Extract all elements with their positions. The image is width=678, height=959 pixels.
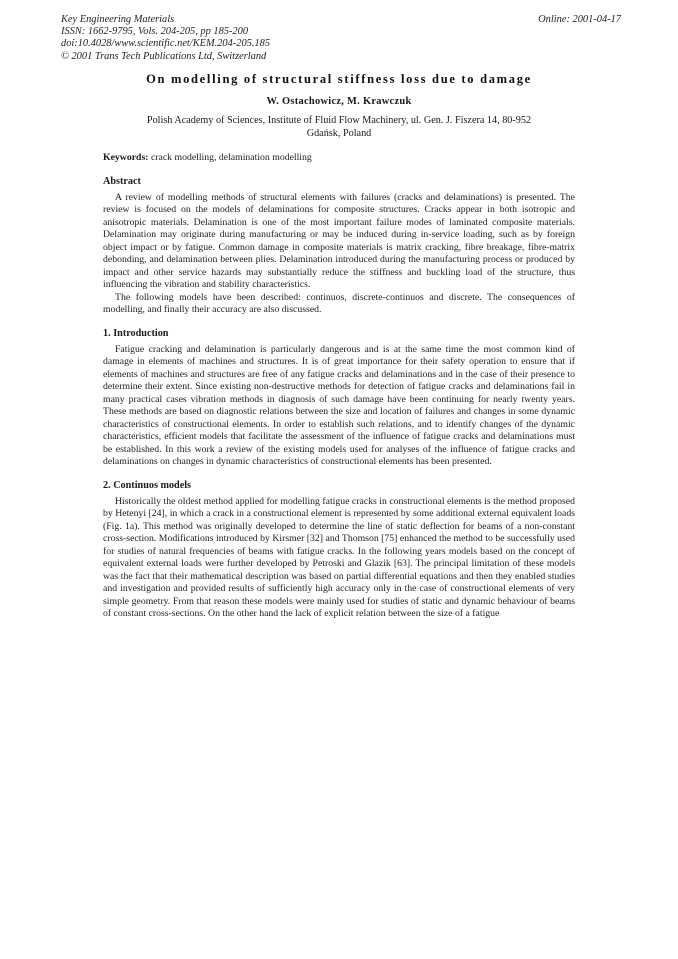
paper-title: On modelling of structural stiffness loss due to damage — [146, 72, 532, 86]
affiliation — [108, 114, 570, 140]
continuous-models-heading: 2. Continuos models — [103, 480, 192, 492]
keywords-text: crack modelling, delamination modelling — [150, 152, 312, 163]
keywords-label: Keywords: — [103, 152, 149, 163]
continuous-models-paragraph: Historically the oldest method applied for modelling fatigue cracks in constructional elements is the method proposed by Hetenyi [24], in which a crack in a constructional element is represented by some additional external equivalent loads (Fig. 1a). This method was originally developed to determine the line of static deflection for beams of a non-constant cross-section. Modifications introduced by Kirsmer [32] and Thomson [75] enhanced the method to be successfully used for studies of natural frequencies of beams with fatigue cracks. In the following years models based on the concept of equivalent external loads were further developed by Petroski and Glazik [63]. The principal limitation of these models was the fact that their mathematical description was based on partial differential equations and then they enabled studies and investigation and provided results of sufficiently high accuracy only in the case of constructional elements of very simple geometry. From that reason these models were mainly used for studies of static and dynamic behaviour of beams of constant cross-sections. On the other hand the lack of explicit relation between the size of a fatigue — [103, 495, 575, 619]
online-date: Online: 2001-04-17 — [538, 14, 621, 25]
paper-authors: W. Ostachowicz, M. Krawczuk — [266, 96, 412, 107]
abstract-paragraph-1: A review of modelling methods of structural elements with failures (cracks and delaminations) is presented. The review is focused on the models of delaminations for composite structures. Cracks appear in both isotropic and anisotropic materials. Delamination is one of the most important failure modes of laminated composite materials. Delamination may originate during manufacturing or may be induced during in-service loading, such as by foreign object impact or by fatigue. Common damage in composite materials is matrix cracking, fibre breakage, fibre-matrix debonding, and delamination between plies. Delamination introduced during the manufacturing process or produced by impact and other service hazards may substantially reduce the stiffness and buckling load of the structure, thus influencing the vibration and stability characteristics. — [103, 191, 575, 291]
introduction-paragraph: Fatigue cracking and delamination is particularly dangerous and is at the same time the most common kind of damage in elements of machines and structures. It is of great importance for their safety operation to ensure that if elements of machines and structures are free of any fatigue cracks and delaminations and in the case of their presence to determine their extent. Since existing non-destructive methods for detection of fatigue cracks and delaminations fail in many practical cases vibration methods in diagnosis of such damage have been continuing for nearly twenty years. These methods are based on diagnostic relations between the size and location of failures and changes in some dynamic characteristics of constructional elements. In order to establish such relations, and to identify changes of the dynamic characteristics, efficient models that facilitate the assessment of the influence of fatigue cracks and delaminations must be established. In this work a review of the existing models used for analyses of the influence of fatigue cracks and delaminations on changes in dynamic characteristics of constructional elements has been presented. — [103, 343, 575, 467]
introduction-section — [103, 328, 575, 468]
journal-header — [61, 14, 621, 63]
abstract-paragraph-2: The following models have been described: continuos, discrete-continuos and discrete. The consequences of modelling, and finally their accuracy are also discussed. — [103, 291, 575, 315]
affiliation-line-2: Gdańsk, Poland — [306, 128, 372, 139]
keywords — [103, 152, 575, 164]
doi-line: doi:10.4028/www.scientific.net/KEM.204-205.185 — [61, 38, 271, 50]
issn-line: ISSN: 1662-9795, Vols. 204-205, pp 185-200 — [61, 26, 249, 38]
affiliation-line-1: Polish Academy of Sciences, Institute of Fluid Flow Machinery, ul. Gen. J. Fiszera 14, 80-952 — [146, 115, 532, 126]
continuous-models-section — [103, 480, 575, 620]
copyright-line: © 2001 Trans Tech Publications Ltd, Switzerland — [61, 50, 267, 62]
introduction-heading: 1. Introduction — [103, 328, 169, 340]
paper-body — [103, 152, 575, 620]
abstract-heading: Abstract — [103, 176, 141, 188]
journal-name: Key Engineering Materials — [61, 14, 175, 25]
